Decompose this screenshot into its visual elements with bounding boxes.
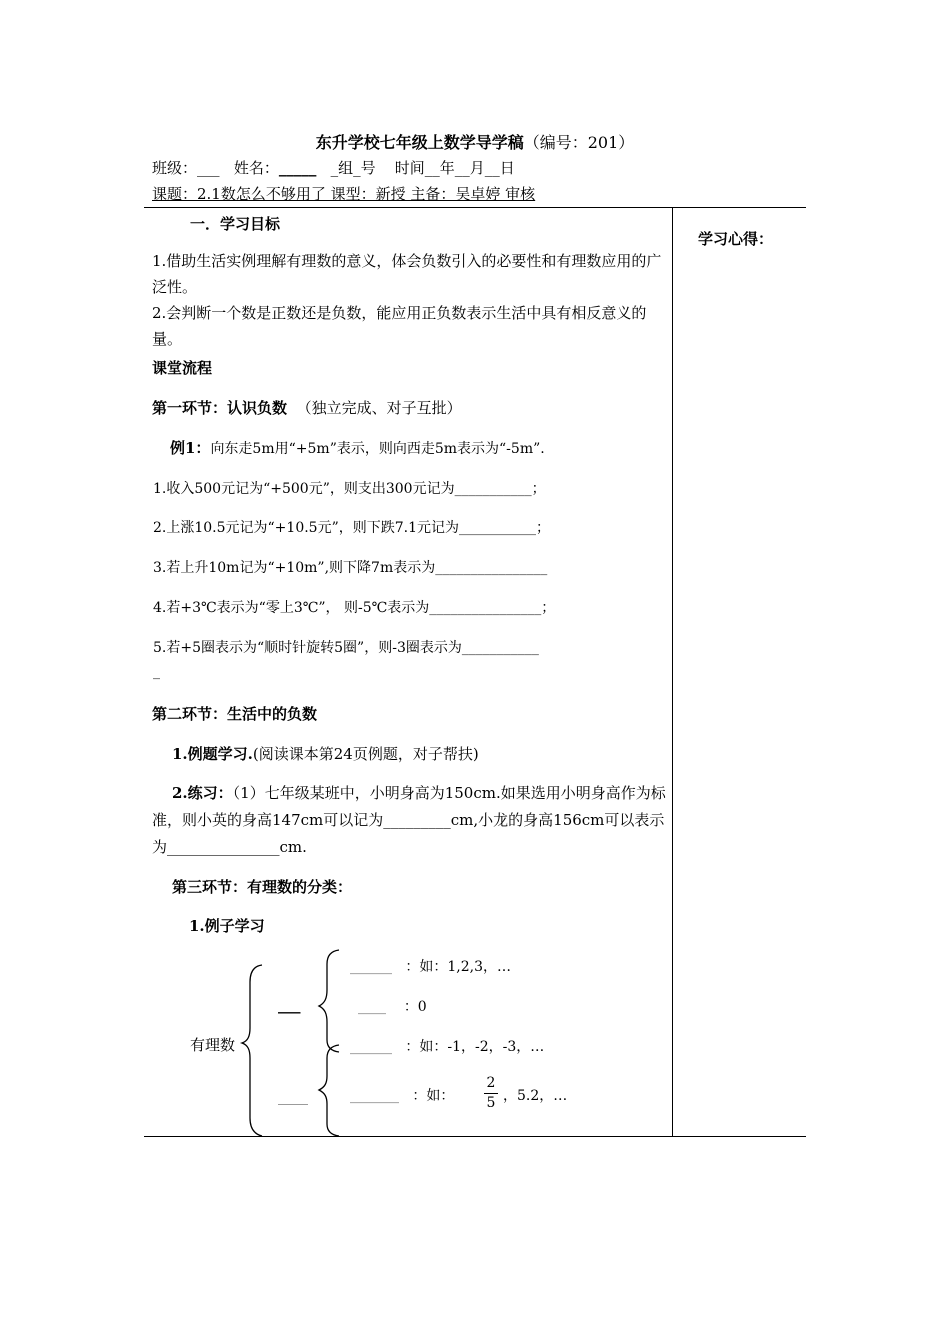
fraction-two-fifths bbox=[484, 1075, 498, 1112]
fraction-denominator: 5 bbox=[486, 1095, 496, 1111]
question-1: 1.收入500元记为“+500元”，则支出300元记为___________； bbox=[153, 481, 546, 497]
objectives-heading: 一．学习目标 bbox=[190, 215, 281, 233]
section3-item1: 1.例子学习 bbox=[189, 917, 265, 935]
example-1-text: 向东走5m用“+5m”表示，则向西走5m表示为“-5m”. bbox=[210, 441, 545, 457]
title-code: （编号：201） bbox=[523, 133, 635, 152]
section1-note: （独立完成、对子互批） bbox=[296, 399, 462, 417]
section1-heading: 第一环节：认识负数 bbox=[152, 399, 288, 417]
upper-inner-brace bbox=[319, 950, 339, 1052]
row-4-blank: _______ bbox=[350, 1088, 399, 1104]
section2-item1-label: 1.例题学习. bbox=[172, 745, 253, 763]
example-1-label: 例1： bbox=[170, 439, 211, 457]
classification-row-4 bbox=[350, 1085, 454, 1105]
row-1-blank: ______ bbox=[350, 959, 392, 975]
question-5: 5.若+5圈表示为“顺时针旋转5圈”，则-3圈表示为___________ bbox=[153, 640, 539, 656]
process-heading: 课堂流程 bbox=[152, 359, 213, 377]
row-3-text: ：如：-1，-2，-3，… bbox=[405, 1039, 545, 1055]
lesson-info-line: 课题：2.1数怎么不够用了 课型：新授 主备：吴卓婷 审核 bbox=[152, 185, 536, 203]
title-main: 东升学校七年级上数学导学稿 bbox=[315, 133, 524, 152]
question-5-tail: _ bbox=[153, 664, 160, 680]
lower-category-blank: ____ bbox=[278, 1087, 308, 1105]
question-2: 2.上涨10.5元记为“+10.5元”，则下跌7.1元记为___________； bbox=[153, 520, 551, 536]
name-label: 姓名： bbox=[233, 159, 279, 177]
fraction-bar bbox=[484, 1093, 498, 1094]
row-1-text: ：如：1,2,3，… bbox=[405, 959, 511, 975]
row-2-blank: ____ bbox=[358, 999, 386, 1015]
classification-row-3 bbox=[350, 1036, 544, 1056]
rational-numbers-label: 有理数 bbox=[190, 1036, 236, 1054]
section2-heading: 第二环节：生活中的负数 bbox=[152, 705, 318, 723]
section3-heading: 第三环节：有理数的分类： bbox=[172, 878, 353, 896]
objective-2: 2.会判断一个数是正数还是负数，能应用正负数表示生活中具有相反意义的量。 bbox=[152, 304, 647, 348]
question-3: 3.若上升10m记为“+10m”,则下降7m表示为________________ bbox=[153, 560, 548, 576]
class-blank: ___ bbox=[197, 159, 220, 177]
classification-row-1 bbox=[350, 956, 511, 976]
group-number: _组_号 bbox=[330, 159, 376, 177]
objective-1: 1.借助生活实例理解有理数的意义，体会负数引入的必要性和有理数应用的广泛性。 bbox=[152, 252, 662, 296]
section2-item2-label: 2.练习： bbox=[172, 784, 233, 802]
classification-row-2 bbox=[358, 996, 427, 1016]
name-blank: _____ bbox=[278, 159, 317, 177]
fraction-numerator: 2 bbox=[486, 1075, 496, 1091]
upper-category-blank: ___ bbox=[278, 996, 301, 1014]
row-4-suffix: ，5.2，… bbox=[503, 1088, 568, 1104]
notes-heading: 学习心得： bbox=[698, 230, 774, 248]
lower-inner-brace bbox=[319, 1045, 339, 1136]
section2-item1-note: (阅读课本第24页例题，对子帮扶) bbox=[252, 745, 479, 763]
question-4: 4.若+3℃表示为“零上3℃”， 则-5℃表示为________________； bbox=[153, 600, 556, 616]
row-3-blank: ______ bbox=[350, 1039, 392, 1055]
row-2-text: ：0 bbox=[403, 999, 427, 1015]
class-label: 班级： bbox=[152, 159, 198, 177]
date-line: 时间__年__月__日 bbox=[394, 159, 515, 177]
outer-brace bbox=[242, 965, 262, 1136]
section2-item2-text: （1）七年级某班中，小明身高为150cm.如果选用小明身高作为标准，则小英的身高147cm可以记为_________cm,小龙的身高156cm可以表示为_______________cm. bbox=[152, 784, 666, 856]
row-4-prefix: ：如： bbox=[412, 1088, 455, 1104]
